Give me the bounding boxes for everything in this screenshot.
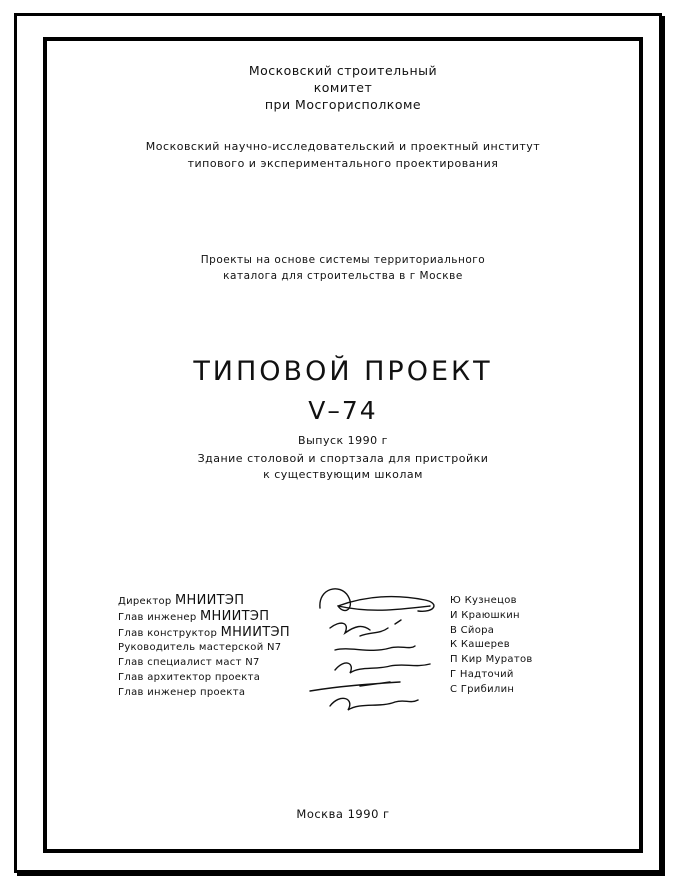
role-row: Глав инженер проекта — [118, 686, 246, 698]
issue-year: Выпуск 1990 г — [298, 434, 388, 447]
institute-line-1: Московский научно-исследовательский и проектный институт — [145, 140, 541, 153]
committee-header — [43, 62, 643, 113]
committee-line-2: комитет — [313, 80, 373, 95]
city-year-footer: Москва 1990 г — [296, 807, 390, 821]
role-row: Глав инженер МНИИТЭП — [118, 608, 270, 624]
role-row: Директор МНИИТЭП — [118, 593, 245, 608]
series-line-2: каталога для строительства в г Москве — [223, 270, 463, 282]
role-row: Глав конструктор МНИИТЭП — [118, 624, 290, 640]
role-row: Глав архитектор проекта — [118, 671, 261, 683]
signatory-name: С Грибилин — [450, 683, 515, 695]
role-row: Глав специалист маст N7 — [118, 657, 260, 669]
signatory-name: П Кир Муратов — [450, 654, 533, 666]
signatory-name: Г Надточий — [450, 668, 514, 680]
signatory-name: В Сйора — [450, 624, 495, 636]
series-line-1: Проекты на основе системы территориального — [200, 254, 486, 266]
institute-line-2: типового и экспериментального проектирования — [187, 157, 499, 170]
document-title: ТИПОВОЙ ПРОЕКТ — [193, 356, 493, 387]
series-note — [43, 252, 643, 284]
signatory-names — [450, 594, 590, 698]
signatory-name: Ю Кузнецов — [450, 595, 517, 606]
institute-header — [43, 138, 643, 172]
description-line-1: Здание столовой и спортзала для пристройки — [197, 452, 489, 465]
committee-line-3: при Мосгорисполкоме — [264, 97, 422, 112]
signatory-name: И Краюшкин — [450, 609, 520, 621]
project-description — [43, 451, 643, 483]
description-line-2: к существующим школам — [263, 468, 423, 481]
committee-line-1: Московский строительный — [248, 63, 438, 78]
project-code: V–74 — [308, 396, 378, 425]
handwritten-signatures — [300, 578, 450, 723]
role-row: Руководитель мастерской N7 — [118, 642, 282, 654]
signatory-name: К Кашерев — [450, 639, 510, 651]
